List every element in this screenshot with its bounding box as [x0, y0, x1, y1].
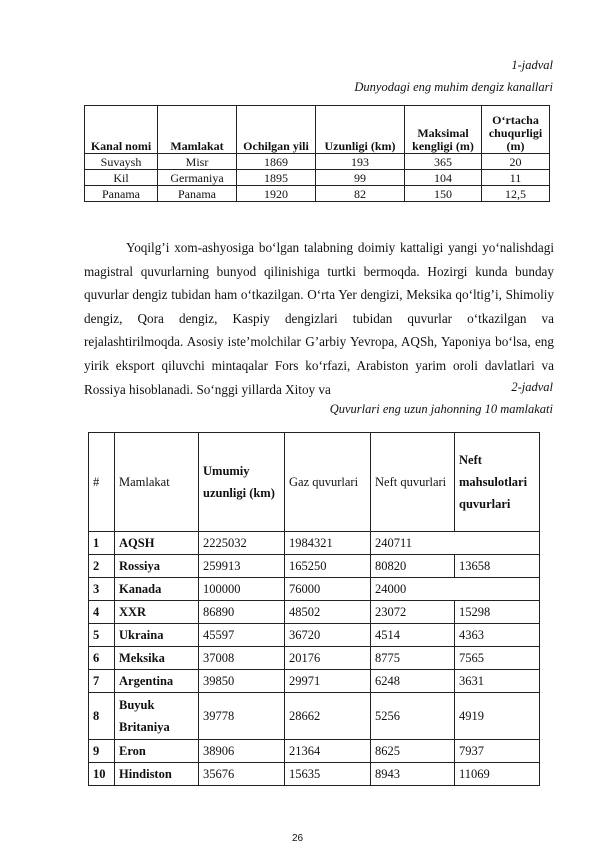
table2-cell: 13658	[455, 555, 540, 578]
table2-cell: 5256	[371, 693, 455, 740]
table2-cell: Ukraina	[115, 624, 199, 647]
pipelines-table	[88, 432, 540, 786]
table1-header-cell: Kanal nomi	[85, 106, 158, 154]
table2-cell: Meksika	[115, 647, 199, 670]
table2-cell: 36720	[285, 624, 371, 647]
table2-cell: 39850	[199, 670, 285, 693]
table2-header-cell: Gaz quvurlari	[285, 433, 371, 532]
table-row	[89, 693, 540, 740]
table2-cell: Rossiya	[115, 555, 199, 578]
table1-cell: 11	[482, 170, 550, 186]
table2-cell: 8943	[371, 763, 455, 786]
table1-cell: Kil	[85, 170, 158, 186]
table2-cell: 5	[89, 624, 115, 647]
table2-cell: 7565	[455, 647, 540, 670]
table1-cell: 20	[482, 154, 550, 170]
table1-cell: Panama	[158, 186, 237, 202]
table1-cell: 104	[405, 170, 482, 186]
table2-cell: Argentina	[115, 670, 199, 693]
table2-cell: 6248	[371, 670, 455, 693]
table1-cell: Panama	[85, 186, 158, 202]
table2-cell: 24000	[371, 578, 540, 601]
table1-header-cell: Uzunligi (km)	[316, 106, 405, 154]
table2-cell: 15298	[455, 601, 540, 624]
table1-cell: 12,5	[482, 186, 550, 202]
table2-title: Quvurlari eng uzun jahonning 10 mamlakati	[329, 402, 553, 416]
table2-cell: 4514	[371, 624, 455, 647]
table2-cell: 10	[89, 763, 115, 786]
table2-cell: 1984321	[285, 532, 371, 555]
body-paragraph: Yoqilg’i xom-ashyosiga bo‘lgan talabning doimiy kattaligi yangi yo‘nalishdagi magistral quvurlarning bunyod qilinishiga turtki bermoqda. Hozirgi kunda bunday quvurlar dengiz tubidan ham o‘tkazilgan. O‘rta Yer dengizi, Meksika qo‘ltig’i, Shimoliy dengiz, Qora dengiz, Kaspiy dengizlari tubidan quvurlar o‘tkazilgan va rejalashtirilmoqda. Asosiy iste’molchilar G’arbiy Yevropa, AQSh, Yaponiya bo‘lsa, eng yirik eksport qiluvchi mintaqalar Fors ko‘rfazi, Arabiston yarim oroli davlatlari va Rossiya hisoblanadi. So‘nggi yillarda Xitoy va	[84, 240, 554, 397]
table2-cell: 2225032	[199, 532, 285, 555]
table2-cell: 76000	[285, 578, 371, 601]
table1-cell: 82	[316, 186, 405, 202]
table1-title: Dunyodagi eng muhim dengiz kanallari	[354, 80, 553, 94]
table-row	[89, 740, 540, 763]
table2-label: 2-jadval	[511, 380, 553, 394]
table2-cell: Kanada	[115, 578, 199, 601]
table-row	[89, 670, 540, 693]
table-row	[85, 154, 550, 170]
table2-cell: 21364	[285, 740, 371, 763]
table2-cell: 80820	[371, 555, 455, 578]
table2-cell: 6	[89, 647, 115, 670]
table2-cell: 15635	[285, 763, 371, 786]
table1-cell: Suvaysh	[85, 154, 158, 170]
table2-cell: 1	[89, 532, 115, 555]
table2-header-cell: Neft quvurlari	[371, 433, 455, 532]
table1-cell: 193	[316, 154, 405, 170]
table-row	[85, 170, 550, 186]
table2-cell: 48502	[285, 601, 371, 624]
table2-cell: 35676	[199, 763, 285, 786]
table-row	[89, 763, 540, 786]
table1-cell: 150	[405, 186, 482, 202]
table2-header-cell: Neft mahsulotlari quvurlari	[455, 433, 540, 532]
table2-cell: 3	[89, 578, 115, 601]
table1-cell: 365	[405, 154, 482, 170]
table2-header-cell: Umumiy uzunligi (km)	[199, 433, 285, 532]
table2-cell: XXR	[115, 601, 199, 624]
table2-cell: 11069	[455, 763, 540, 786]
table2-cell: Eron	[115, 740, 199, 763]
table1-header-cell: Mamlakat	[158, 106, 237, 154]
table2-header-cell: Mamlakat	[115, 433, 199, 532]
table2-header-row	[89, 433, 540, 532]
table1-header-row	[85, 106, 550, 154]
table2-cell: 4919	[455, 693, 540, 740]
table1-header-cell: Ochilgan yili	[237, 106, 316, 154]
table2-cell: 8	[89, 693, 115, 740]
table2-cell: 240711	[371, 532, 540, 555]
table2-cell: 100000	[199, 578, 285, 601]
table2-cell: 2	[89, 555, 115, 578]
table2-cell: 86890	[199, 601, 285, 624]
table1-cell: 1895	[237, 170, 316, 186]
table2-cell: 45597	[199, 624, 285, 647]
table-row	[89, 647, 540, 670]
table1-cell: 1920	[237, 186, 316, 202]
table2-cell: 7	[89, 670, 115, 693]
table1-label: 1-jadval	[511, 58, 553, 72]
table2-cell: Hindiston	[115, 763, 199, 786]
page-number: 26	[291, 833, 304, 844]
table1-header-cell: O‘rtacha chuqurligi (m)	[482, 106, 550, 154]
table-row	[89, 578, 540, 601]
table-row	[89, 624, 540, 647]
table-row	[85, 186, 550, 202]
table1-cell: 1869	[237, 154, 316, 170]
table2-cell: 29971	[285, 670, 371, 693]
table2-cell: 37008	[199, 647, 285, 670]
table2-cell: 38906	[199, 740, 285, 763]
table2-cell: AQSH	[115, 532, 199, 555]
table-row	[89, 532, 540, 555]
table2-cell: 9	[89, 740, 115, 763]
table2-cell: 7937	[455, 740, 540, 763]
table-row	[89, 555, 540, 578]
table1-cell: Germaniya	[158, 170, 237, 186]
table2-cell: Buyuk Britaniya	[115, 693, 199, 740]
table2-cell: 8775	[371, 647, 455, 670]
table-row	[89, 601, 540, 624]
table2-cell: 259913	[199, 555, 285, 578]
table1-cell: Misr	[158, 154, 237, 170]
table2-cell: 8625	[371, 740, 455, 763]
table2-cell: 28662	[285, 693, 371, 740]
canals-table	[84, 105, 550, 202]
table1-cell: 99	[316, 170, 405, 186]
table2-cell: 23072	[371, 601, 455, 624]
table2-cell: 20176	[285, 647, 371, 670]
table2-cell: 4	[89, 601, 115, 624]
table1-header-cell: Maksimal kengligi (m)	[405, 106, 482, 154]
table2-cell: 39778	[199, 693, 285, 740]
table2-cell: 4363	[455, 624, 540, 647]
table2-cell: 3631	[455, 670, 540, 693]
table2-header-cell: #	[89, 433, 115, 532]
table2-cell: 165250	[285, 555, 371, 578]
table2-body	[89, 532, 540, 786]
